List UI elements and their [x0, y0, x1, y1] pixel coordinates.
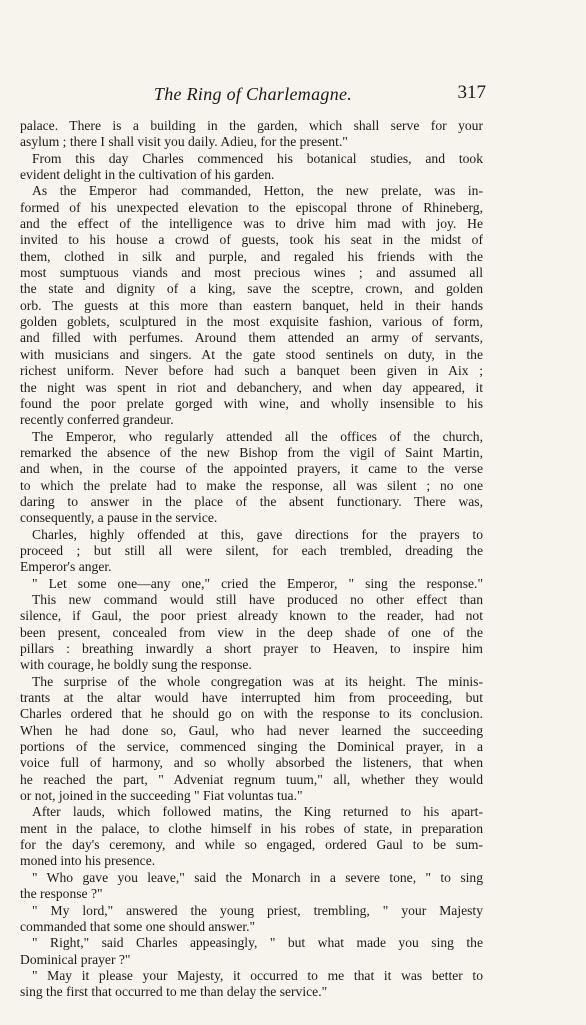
text-line: proceed ; but still all were silent, for each trembled, dreading the [20, 542, 483, 558]
text-line: " Right," said Charles appeasingly, " but what made you sing the [32, 935, 483, 951]
text-line: As the Emperor had commanded, Hetton, the new prelate, was in- [32, 183, 483, 199]
text-line: with musicians and singers. At the gate stood sentinels on duty, in the [20, 346, 483, 362]
text-line: The surprise of the whole congregation was at its height. The minis- [32, 673, 483, 689]
text-line: Charles, highly offended at this, gave directions for the prayers to [32, 526, 483, 542]
text-line: for the day's ceremony, and while so engaged, ordered Gaul to be sum- [20, 837, 483, 853]
text-line: and filled with perfumes. Around them attended an army of servants, [20, 330, 483, 346]
running-title: The Ring of Charlemagne. [153, 84, 353, 104]
text-line: moned into his presence. [20, 853, 156, 869]
text-line: pillars : breathing inwardly a short prayer to Heaven, to inspire him [20, 641, 483, 656]
text-line: This new command would still have produced no other effect than [32, 591, 483, 607]
page-number: 317 [457, 82, 486, 103]
text-line: the night was spent in riot and debanchery, and when day appeared, it [20, 379, 483, 395]
text-line: After lauds, which followed matins, the King returned to his apart- [32, 804, 483, 820]
text-line: formed of his unexpected elevation to the episcopal throne of Rhineberg, [20, 199, 483, 215]
text-line: invited to his house a crowd of guests, took his seat in the midst of [20, 232, 483, 248]
text-line: found the poor prelate gorged with wine, and wholly insensible to his [20, 395, 483, 411]
text-line: asylum ; there I shall visit you daily. Adieu, for the present." [20, 134, 348, 150]
text-line: consequently, a pause in the service. [20, 510, 218, 526]
text-line: " Who gave you leave," said the Monarch in a severe tone, " to sing [32, 869, 483, 885]
text-line: the response ?" [20, 886, 103, 902]
text-line: From this day Charles commenced his botanical studies, and took [32, 150, 483, 166]
text-line: and when, in the course of the appointed prayers, it came to the verse [20, 461, 483, 477]
text-line: been present, concealed from view in the deep shade of one of the [20, 624, 483, 640]
text-line: palace. There is a building in the garden, which shall serve for your [20, 118, 483, 133]
text-line: to which the prelate had to make the response, all was silent ; no one [20, 477, 483, 493]
text-line: " May it please your Majesty, it occurred to me that it was better to [32, 967, 483, 983]
text-line: " My lord," answered the young priest, trembling, " your Majesty [32, 902, 483, 918]
text-line: remarked the absence of the new Bishop from the vigil of Saint Martin, [20, 444, 483, 460]
text-line: the state and dignity of a king, save the sceptre, crown, and golden [20, 281, 483, 297]
text-line: " Let some one—any one," cried the Emperor, " sing the response." [32, 575, 483, 591]
text-line: richest uniform. Never before had such a banquet been given in Aix ; [20, 363, 483, 379]
text-line: trants at the altar would have interrupted him from proceeding, but [20, 690, 483, 706]
text-line: sing the first that occurred to me than delay the service." [20, 984, 328, 1000]
text-line: them, clothed in silk and purple, and regaled his friends with the [20, 248, 483, 264]
text-line: orb. The guests at this more than eastern banquet, held in their hands [20, 297, 483, 313]
text-line: silence, if Gaul, the poor priest already known to the reader, had not [20, 608, 483, 624]
text-line: Emperor's anger. [20, 559, 112, 575]
running-head [20, 84, 486, 106]
text-line: daring to answer in the place of the absent functionary. There was, [20, 493, 483, 509]
text-line: commanded that some one should answer." [20, 918, 256, 934]
text-line: and the effect of the intelligence was to drive him mad with joy. He [20, 216, 483, 232]
text-line: most sumptuous viands and most precious wines ; and assumed all [20, 265, 483, 281]
text-line: ment in the palace, to clothe himself in his robes of state, in preparation [20, 820, 483, 836]
text-line: When he had done so, Gaul, who had never learned the succeeding [20, 722, 483, 738]
text-line: The Emperor, who regularly attended all the offices of the church, [32, 428, 483, 444]
body-text [20, 118, 483, 1001]
text-line: or not, joined in the succeeding " Fiat voluntas tua." [20, 788, 303, 804]
text-line: golden goblets, sculptured in the most exquisite fashion, various of form, [20, 314, 483, 330]
text-line: recently conferred grandeur. [20, 412, 174, 428]
text-line: with courage, he boldly sung the response. [20, 657, 252, 673]
text-line: portions of the service, commenced singing the Dominical prayer, in a [20, 739, 483, 755]
text-line: he reached the part, " Adveniat regnum tuum," all, whether they would [20, 771, 483, 787]
text-line: Dominical prayer ?" [20, 951, 131, 967]
text-line: Charles ordered that he should go on with the response to its conclusion. [20, 706, 483, 722]
text-line: voice full of harmony, and so wholly absorbed the listeners, that when [20, 755, 483, 771]
text-line: evident delight in the cultivation of his garden. [20, 167, 275, 183]
